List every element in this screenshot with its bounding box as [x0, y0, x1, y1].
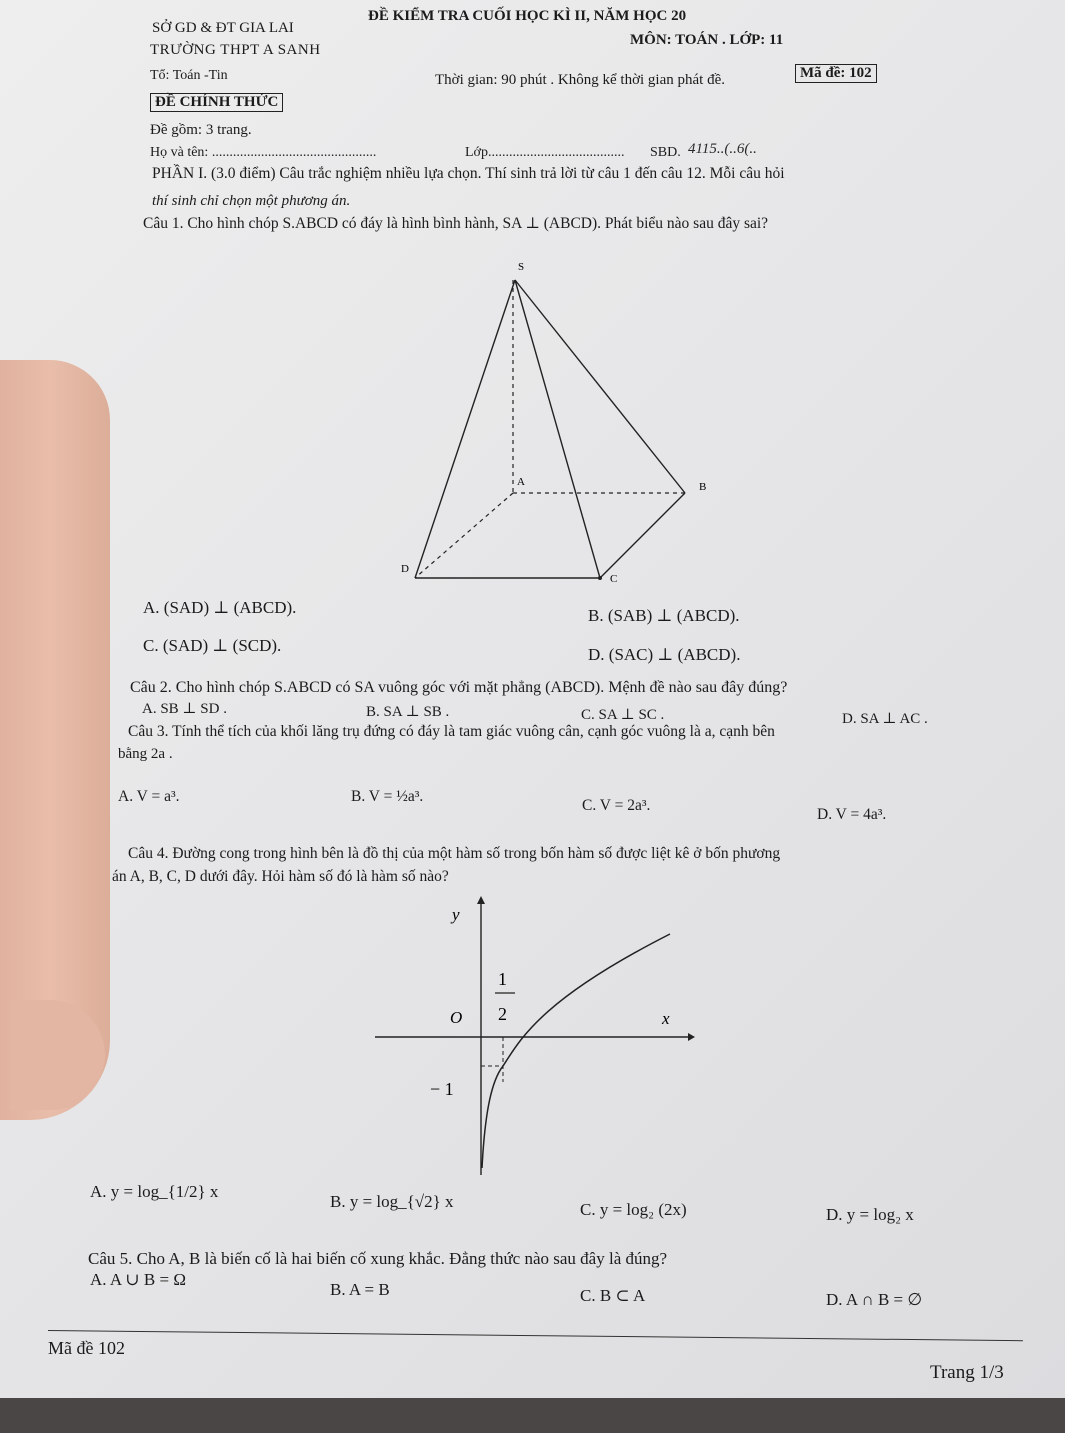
q2-option-c: C. SA ⊥ SC .	[581, 707, 665, 723]
time-line: Thời gian: 90 phút . Không kể thời gian phát đề.	[435, 72, 725, 88]
q3-option-a: A. V = a³.	[118, 788, 180, 805]
log-graph	[370, 890, 700, 1180]
name-field: Họ và tên: ...............................................	[150, 145, 377, 160]
exam-code-box: Mã đề: 102	[795, 64, 877, 83]
exam-title: ĐỀ KIỂM TRA CUỐI HỌC KÌ II, NĂM HỌC 20	[368, 8, 687, 24]
sbd-field: SBD.	[650, 145, 681, 160]
tick-half-num: 1	[498, 969, 507, 989]
subject-line: MÔN: TOÁN . LỚP: 11	[630, 32, 784, 48]
q5-option-c: C. B ⊂ A	[580, 1286, 646, 1305]
q3-option-d: D. V = 4a³.	[817, 806, 887, 823]
q2-option-d: D. SA ⊥ AC .	[842, 711, 928, 727]
label-b: B	[699, 481, 707, 493]
sbd-handwritten: 4115..(..6(..	[688, 141, 757, 157]
axis-y-label: y	[452, 905, 460, 924]
question-3: Câu 3. Tính thể tích của khối lăng trụ đứng có đáy là tam giác vuông cân, cạnh góc vuông là a, cạnh bên	[128, 723, 775, 740]
part1-subtitle: thí sinh chỉ chọn một phương án.	[152, 193, 351, 209]
group-line: Tổ: Toán -Tin	[150, 68, 228, 83]
tick-minus-one: − 1	[430, 1079, 454, 1099]
q5-option-a: A. A ∪ B = Ω	[90, 1270, 186, 1289]
label-a: A	[517, 476, 525, 488]
q3-option-b: B. V = ½a³.	[351, 788, 424, 805]
axis-x-label: x	[662, 1009, 670, 1028]
q4-option-d: D. y = log₂ x	[826, 1205, 914, 1224]
question-4-cont: án A, B, C, D dưới đây. Hỏi hàm số đó là hàm số nào?	[112, 868, 449, 885]
q4-option-a: A. y = log_{1/2} x	[90, 1182, 219, 1201]
pyramid-figure	[395, 250, 725, 590]
bottom-shadow	[0, 1398, 1065, 1433]
class-field: Lớp.......................................	[465, 145, 625, 160]
q4-option-c: C. y = log₂ (2x)	[580, 1200, 687, 1219]
tick-half-den: 2	[498, 1004, 507, 1024]
label-s: S	[518, 261, 525, 273]
q5-option-b: B. A = B	[330, 1280, 390, 1299]
q1-option-b: B. (SAB) ⊥ (ABCD).	[588, 606, 740, 625]
origin-label: O	[450, 1008, 463, 1027]
question-4: Câu 4. Đường cong trong hình bên là đồ thị của một hàm số trong bốn hàm số được liệt kê ở bốn phương	[128, 845, 781, 862]
q2-option-b: B. SA ⊥ SB .	[366, 704, 450, 720]
question-1: Câu 1. Cho hình chóp S.ABCD có đáy là hình bình hành, SA ⊥ (ABCD). Phát biểu nào sau đây sai?	[143, 215, 769, 232]
label-c: C	[610, 573, 618, 585]
official-label: ĐỀ CHÍNH THỨC	[150, 93, 283, 112]
page-count: Đề gồm: 3 trang.	[150, 122, 252, 138]
q2-option-a: A. SB ⊥ SD .	[142, 701, 227, 717]
q1-option-d: D. (SAC) ⊥ (ABCD).	[588, 645, 741, 664]
question-3-cont: bằng 2a .	[118, 746, 173, 762]
q5-option-d: D. A ∩ B = ∅	[826, 1290, 923, 1309]
question-2: Câu 2. Cho hình chóp S.ABCD có SA vuông góc với mặt phẳng (ABCD). Mệnh đề nào sau đây đúng?	[130, 679, 788, 696]
label-d: D	[401, 563, 409, 575]
q1-option-a: A. (SAD) ⊥ (ABCD).	[143, 598, 297, 617]
q4-option-b: B. y = log_{√2} x	[330, 1192, 454, 1211]
department: SỞ GD & ĐT GIA LAI	[152, 20, 294, 36]
footer-page-number: Trang 1/3	[930, 1362, 1004, 1383]
q3-option-c: C. V = 2a³.	[582, 797, 651, 814]
q1-option-c: C. (SAD) ⊥ (SCD).	[143, 636, 282, 655]
footer-exam-code: Mã đề 102	[48, 1338, 125, 1358]
school-name: TRƯỜNG THPT A SANH	[150, 42, 321, 58]
question-5: Câu 5. Cho A, B là biến cố là hai biến cố xung khắc. Đẳng thức nào sau đây là đúng?	[88, 1249, 668, 1268]
part1-title: PHẦN I. (3.0 điểm) Câu trắc nghiệm nhiều lựa chọn. Thí sinh trả lời từ câu 1 đến câu 12. Mỗi câu hỏi	[152, 165, 785, 182]
